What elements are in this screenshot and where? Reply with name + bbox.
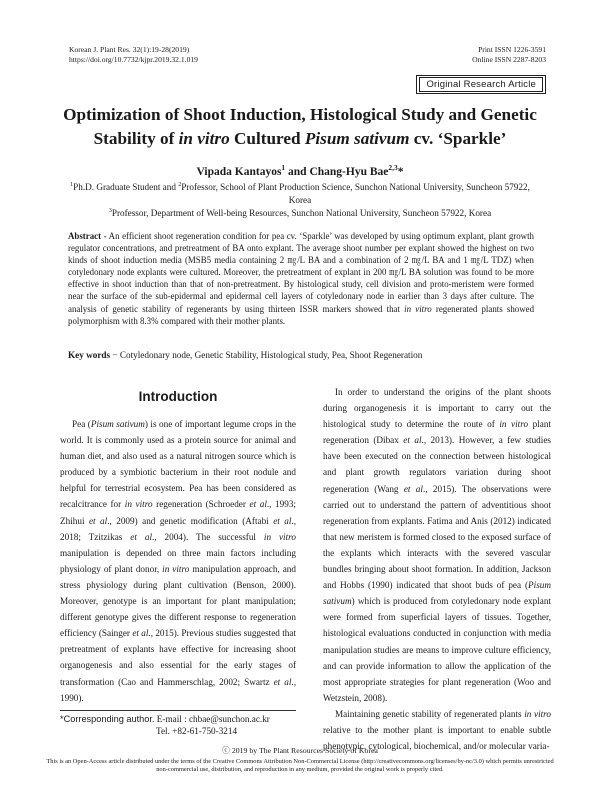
journal-citation: Korean J. Plant Res. 32(1):19-28(2019) xyxy=(69,45,190,54)
body-text: ., 1993; Zhihui xyxy=(60,499,296,526)
body-text: ., 2013). However, a few studies have been executed on the connection between histological and plant growth regulators variation during shoot regeneration (Wang xyxy=(323,435,551,494)
abstract-italic: in vitro xyxy=(404,303,432,314)
body-text: Pea ( xyxy=(72,419,91,429)
author-name: Vipada Kantayos xyxy=(196,166,282,178)
body-text: ., 2018; Tzitzikas xyxy=(60,515,297,542)
body-text: ., 2015). Previous studies suggested that pretreatment of explants have effective for increasing shoot organogenesis and also essential for the early stages of transformation (Cao and Hammerschlag, 2002; Swartz xyxy=(60,628,296,687)
body-text: plant regeneration (Dibax xyxy=(323,419,551,446)
body-italic: in vitro xyxy=(524,708,551,719)
corresponding-mark: * xyxy=(397,166,404,178)
body-text: relative to the mother plant is important to enable subtle phenotypic, cytological, biochemical, and/or molecular varia- xyxy=(323,724,551,752)
paper-title xyxy=(60,103,540,151)
corresponding-email[interactable]: E-mail : chbae@sunchon.ac.kr xyxy=(154,714,270,724)
intro-paragraph-2 xyxy=(323,384,551,706)
intro-paragraph-1 xyxy=(60,416,296,706)
aff-text: Ph.D. Graduate Student and xyxy=(73,182,179,192)
body-text: ) is one of important legume crops in the world. It is commonly used as a protein source for animal and human diet, and also used as a natural nitrogen source which is produced by a symbiotic bacterium in their root nodule and helpful for terrestrial ecosystem. Pea has been considered as recalcitrance for xyxy=(60,419,296,510)
body-text: ., 2009) and genetic modification (Aftabi xyxy=(107,515,274,526)
affiliation-3 xyxy=(68,207,532,220)
body-text: manipulation approach, and stress physiology during plant cultivation (Benson, 2000). Moreover, genotype is an important for plant manipulation; different genotype gives the different response to regeneration efficiency (Sainger xyxy=(60,563,296,639)
keywords xyxy=(68,350,534,360)
body-text: ., 1990). xyxy=(60,676,296,703)
corresponding-label: *Corresponding author. xyxy=(60,714,155,724)
aff-sup: 3 xyxy=(108,207,112,214)
body-italic: et al xyxy=(403,483,423,494)
body-italic: et al xyxy=(249,499,267,510)
body-italic: et al xyxy=(130,531,152,542)
body-italic: et al xyxy=(273,515,292,526)
body-italic: in vitro xyxy=(499,419,529,430)
online-issn: Online ISSN 2287-8203 xyxy=(472,55,546,64)
article-type-badge xyxy=(416,75,546,94)
affiliation-1-2 xyxy=(68,181,532,207)
introduction-heading: Introduction xyxy=(138,389,218,404)
journal-header xyxy=(69,45,198,65)
doi-link[interactable]: https://doi.org/10.7732/kjpr.2019.32.1.019 xyxy=(69,55,198,64)
aff-sup: 1 xyxy=(70,181,74,188)
corresponding-author xyxy=(60,713,296,737)
issn-block xyxy=(472,45,546,65)
title-line-1: Optimization of Shoot Induction, Histological Study and Genetic xyxy=(63,105,537,124)
body-italic: in vitro xyxy=(124,499,153,510)
title-text: cv. ‘Sparkle’ xyxy=(409,129,507,148)
body-italic: Pisum sativum xyxy=(323,580,551,607)
title-italic: in vitro xyxy=(178,129,230,148)
body-text: ., 2004). The successful xyxy=(152,531,264,542)
author-sup: 1 xyxy=(281,163,286,173)
title-line-2 xyxy=(60,127,540,151)
license-notice: This is an Open-Access article distributed under the terms of the Creative Commons Attribution Non-Commercial License (http://creativecommons.org/licenses/by-nc/3.0) which permits unrestricted non-commercial use, distribution, and reproduction in any medium, provided the original work is properly cited. xyxy=(46,758,554,774)
abstract-text: regenerated plants showed polymorphism with 8.3% compared with their mother plants. xyxy=(68,303,535,326)
body-text: manipulation is depended on three main factors including physiology of plant donor, xyxy=(60,547,296,574)
keywords-label: Key words xyxy=(68,350,111,360)
article-type-label: Original Research Article xyxy=(419,77,543,92)
body-italic: in vitro xyxy=(263,531,296,542)
aff-text: Professor, School of Plant Production Science, Sunchon National University, Suncheon 57922, Korea xyxy=(181,182,530,205)
body-italic: in vitro xyxy=(162,563,190,574)
footnote-divider xyxy=(60,710,296,711)
corresponding-tel: Tel. +82-61-750-3214 xyxy=(156,726,238,736)
author-list xyxy=(60,163,540,178)
keywords-dash: − xyxy=(110,350,120,360)
author-name: Chang-Hyu Bae xyxy=(309,166,389,178)
print-issn: Print ISSN 1226-3591 xyxy=(478,45,546,54)
abstract-text: - An efficient shoot regeneration condition for pea cv. ‘Sparkle’ was developed by using optimum explant, plant growth regulator concentrations, and pretreatment of BA onto explant. The average shoot number per explant showed the highest on two kinds of shoot induction media (MSB5 media containing 2 ㎎/L BA and a combination of 2 ㎎/L BA and 1 ㎎/L TDZ) when cotyledonary node explants were cultured. Moreover, the pretreatment of explant in 200 ㎎/L BA solution was found to be more effective in shoot induction than that of non-pretreatment. By histological study, cell division and proto-meristem were formed near the surface of the sub-epidermal and epidermal cell layers of cotyledonary node in earlier than 3 days after culture. The analysis of genetic stability of regenerants by using thirteen ISSR markers showed that xyxy=(68,231,534,314)
title-text: Stability of xyxy=(93,129,179,148)
body-italic: et al xyxy=(88,515,108,526)
body-text: ., 2015). The observations were carried out to understand the pattern of adventitious shoot regeneration from explants. Fatima and Anis (2012) indicated that new meristem is formed closed to the exposed surface of the explants which interacts with the severed vascular bundles bringing about shoot formation. In addition, Jackson and Hobbs (1990) indicated that shoot buds of pea ( xyxy=(323,483,552,591)
intro-left-column xyxy=(60,416,296,706)
keywords-text: Cotyledonary node, Genetic Stability, Histological study, Pea, Shoot Regeneration xyxy=(119,350,423,360)
author-conj: and xyxy=(285,166,310,178)
abstract-label: Abstract xyxy=(68,231,102,241)
intro-right-column xyxy=(323,384,551,754)
body-italic: et al xyxy=(273,676,292,687)
title-italic: Pisum sativum xyxy=(304,129,410,148)
body-text: regeneration (Schroeder xyxy=(152,499,250,510)
aff-text: Professor, Department of Well-being Resources, Sunchon National University, Suncheon 57922, Korea xyxy=(111,208,492,218)
body-italic: et al xyxy=(132,628,149,639)
body-text: Maintaining genetic stability of regenerated plants xyxy=(335,708,525,719)
title-text: Cultured xyxy=(229,129,305,148)
abstract xyxy=(68,230,534,327)
body-italic: et al xyxy=(403,435,422,446)
copyright-notice: ⓒ 2019 by The Plant Resources Society of Korea xyxy=(222,746,378,755)
aff-sup: 2 xyxy=(178,181,182,188)
body-italic: Pisum sativum xyxy=(90,419,145,429)
body-text: ) which is produced from cotyledonary node explant were formed from superficial layers of tissues. Together, histological evaluations conducted in conjunction with media manipulation studies are means to improve culture efficiency, and can provide information to allow the application of the most appropriate strategies for plant regeneration (Woo and Wetzstein, 2008). xyxy=(323,596,551,703)
author-sup: 2,3 xyxy=(388,163,398,173)
body-text: In order to understand the origins of the plant shoots during organogenesis it is important to carry out the histological study to determine the route of xyxy=(323,387,551,430)
